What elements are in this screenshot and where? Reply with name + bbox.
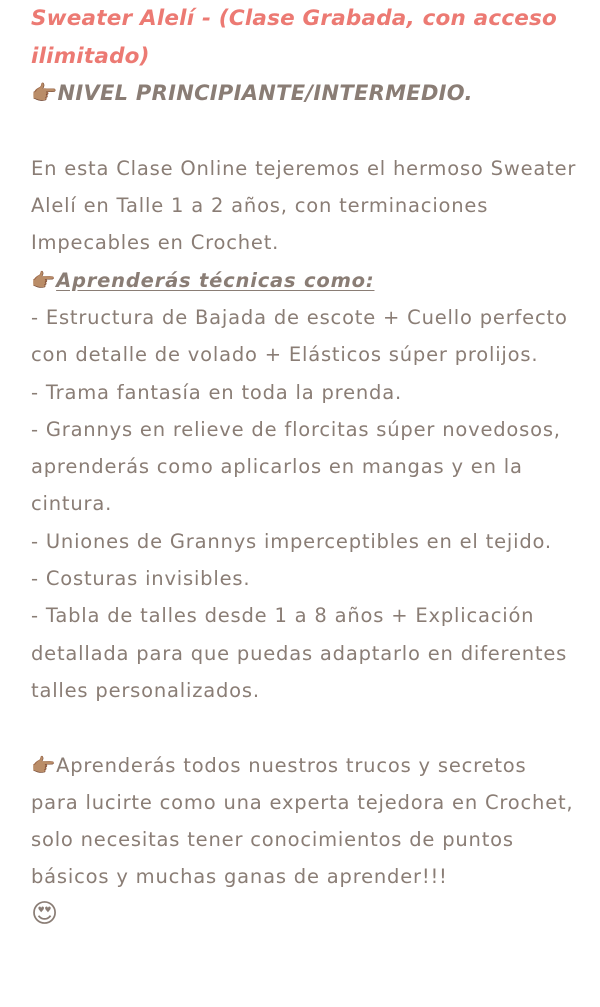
closing-text: Aprenderás todos nuestros trucos y secretos para lucirte como una experta tejedora en Crochet, solo necesitas tener conocimientos de puntos básicos y muchas ganas de aprender!!!: [31, 753, 574, 889]
spacer: [31, 709, 579, 746]
technique-item: - Costuras invisibles.: [31, 567, 251, 591]
techniques-heading: Aprenderás técnicas como:: [56, 268, 375, 292]
post-content: [31, 0, 579, 934]
technique-item: - Trama fantasía en toda la prenda.: [31, 380, 402, 404]
closing-text-line: [31, 747, 579, 896]
level-text: NIVEL PRINCIPIANTE/INTERMEDIO.: [57, 81, 473, 105]
technique-item: - Estructura de Bajada de escote + Cuello perfecto con detalle de volado + Elásticos súper prolijos.: [31, 305, 568, 367]
level-line: [31, 75, 579, 113]
pointing-hand-icon: 👉🏽: [31, 753, 57, 777]
techniques-list: [31, 299, 579, 709]
technique-item: - Tabla de talles desde 1 a 8 años + Explicación detallada para que puedas adaptarlo en diferentes talles personalizados.: [31, 604, 568, 702]
spacer: [31, 113, 579, 150]
pointing-hand-icon: 👉🏽: [31, 81, 58, 105]
post-title: Sweater Alelí - (Clase Grabada, con acceso ilimitado): [31, 6, 558, 69]
technique-item: - Uniones de Grannys imperceptibles en el tejido.: [31, 529, 552, 553]
heart-eyes-icon: 😍: [31, 898, 59, 929]
intro-text: En esta Clase Online tejeremos el hermoso Sweater Alelí en Talle 1 a 2 años, con terminaciones Impecables en Crochet.: [31, 156, 577, 255]
pointing-hand-icon: 👉🏽: [31, 268, 57, 292]
technique-item: - Grannys en relieve de florcitas súper novedosos, aprenderás como aplicarlos en mangas y en la cintura.: [31, 417, 561, 516]
closing-emoji-line: [31, 896, 579, 934]
techniques-heading-line: [31, 262, 579, 299]
